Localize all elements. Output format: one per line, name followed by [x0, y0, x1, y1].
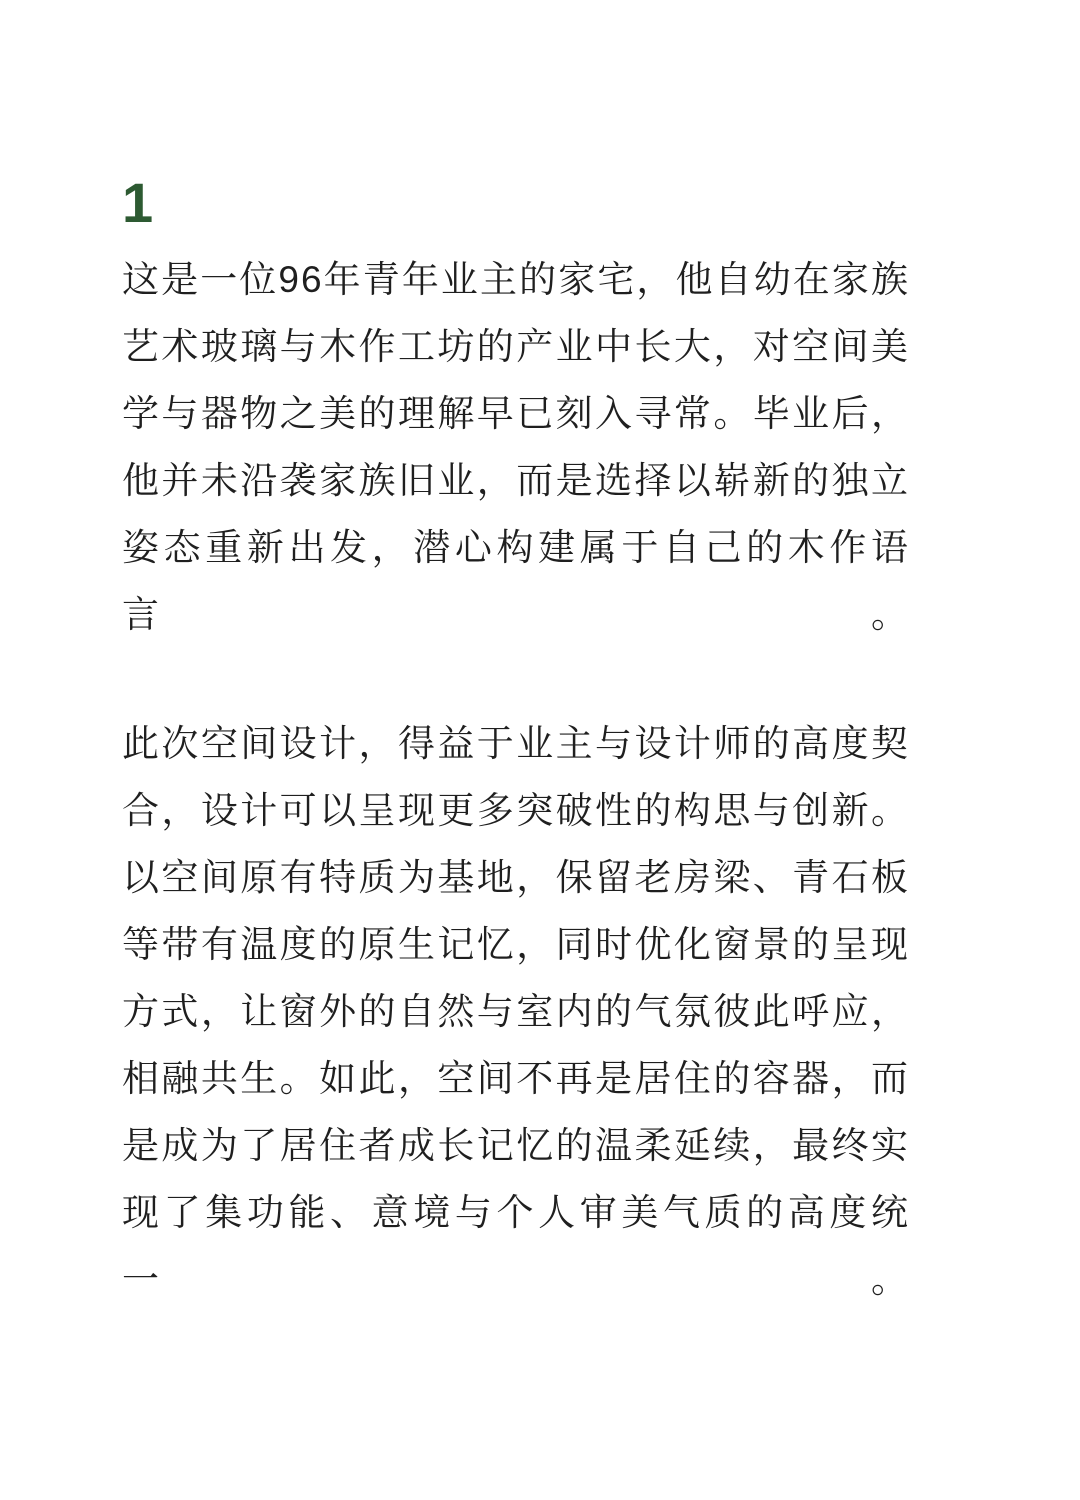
text-line: 现了集功能、意境与个人审美气质的高度统一。: [122, 1192, 910, 1300]
section-number-heading: 1: [122, 171, 154, 234]
text-line: 他并未沿袭家族旧业，而是选择以崭新的独立: [122, 460, 910, 501]
paragraph-1: [122, 246, 910, 648]
text-line: 以空间原有特质为基地，保留老房梁、青石板: [122, 857, 910, 898]
text-line: 姿态重新出发，潜心构建属于自己的木作语言。: [122, 527, 910, 635]
text-line: 是成为了居住者成长记忆的温柔延续，最终实: [122, 1125, 910, 1166]
text-line: 方式，让窗外的自然与室内的气氛彼此呼应，: [122, 991, 910, 1032]
text-line: 相融共生。如此，空间不再是居住的容器，而: [122, 1058, 910, 1099]
text-line: 这是一位96年青年业主的家宅，他自幼在家族: [122, 259, 910, 300]
article-page: [122, 169, 910, 1313]
paragraph-2: [122, 710, 910, 1313]
text-line: 合，设计可以呈现更多突破性的构思与创新。: [122, 790, 910, 831]
text-line: 等带有温度的原生记忆，同时优化窗景的呈现: [122, 924, 910, 965]
text-line: 艺术玻璃与木作工坊的产业中长大，对空间美: [122, 326, 910, 367]
text-line: 学与器物之美的理解早已刻入寻常。毕业后，: [122, 393, 910, 434]
text-line: 此次空间设计，得益于业主与设计师的高度契: [122, 723, 910, 764]
